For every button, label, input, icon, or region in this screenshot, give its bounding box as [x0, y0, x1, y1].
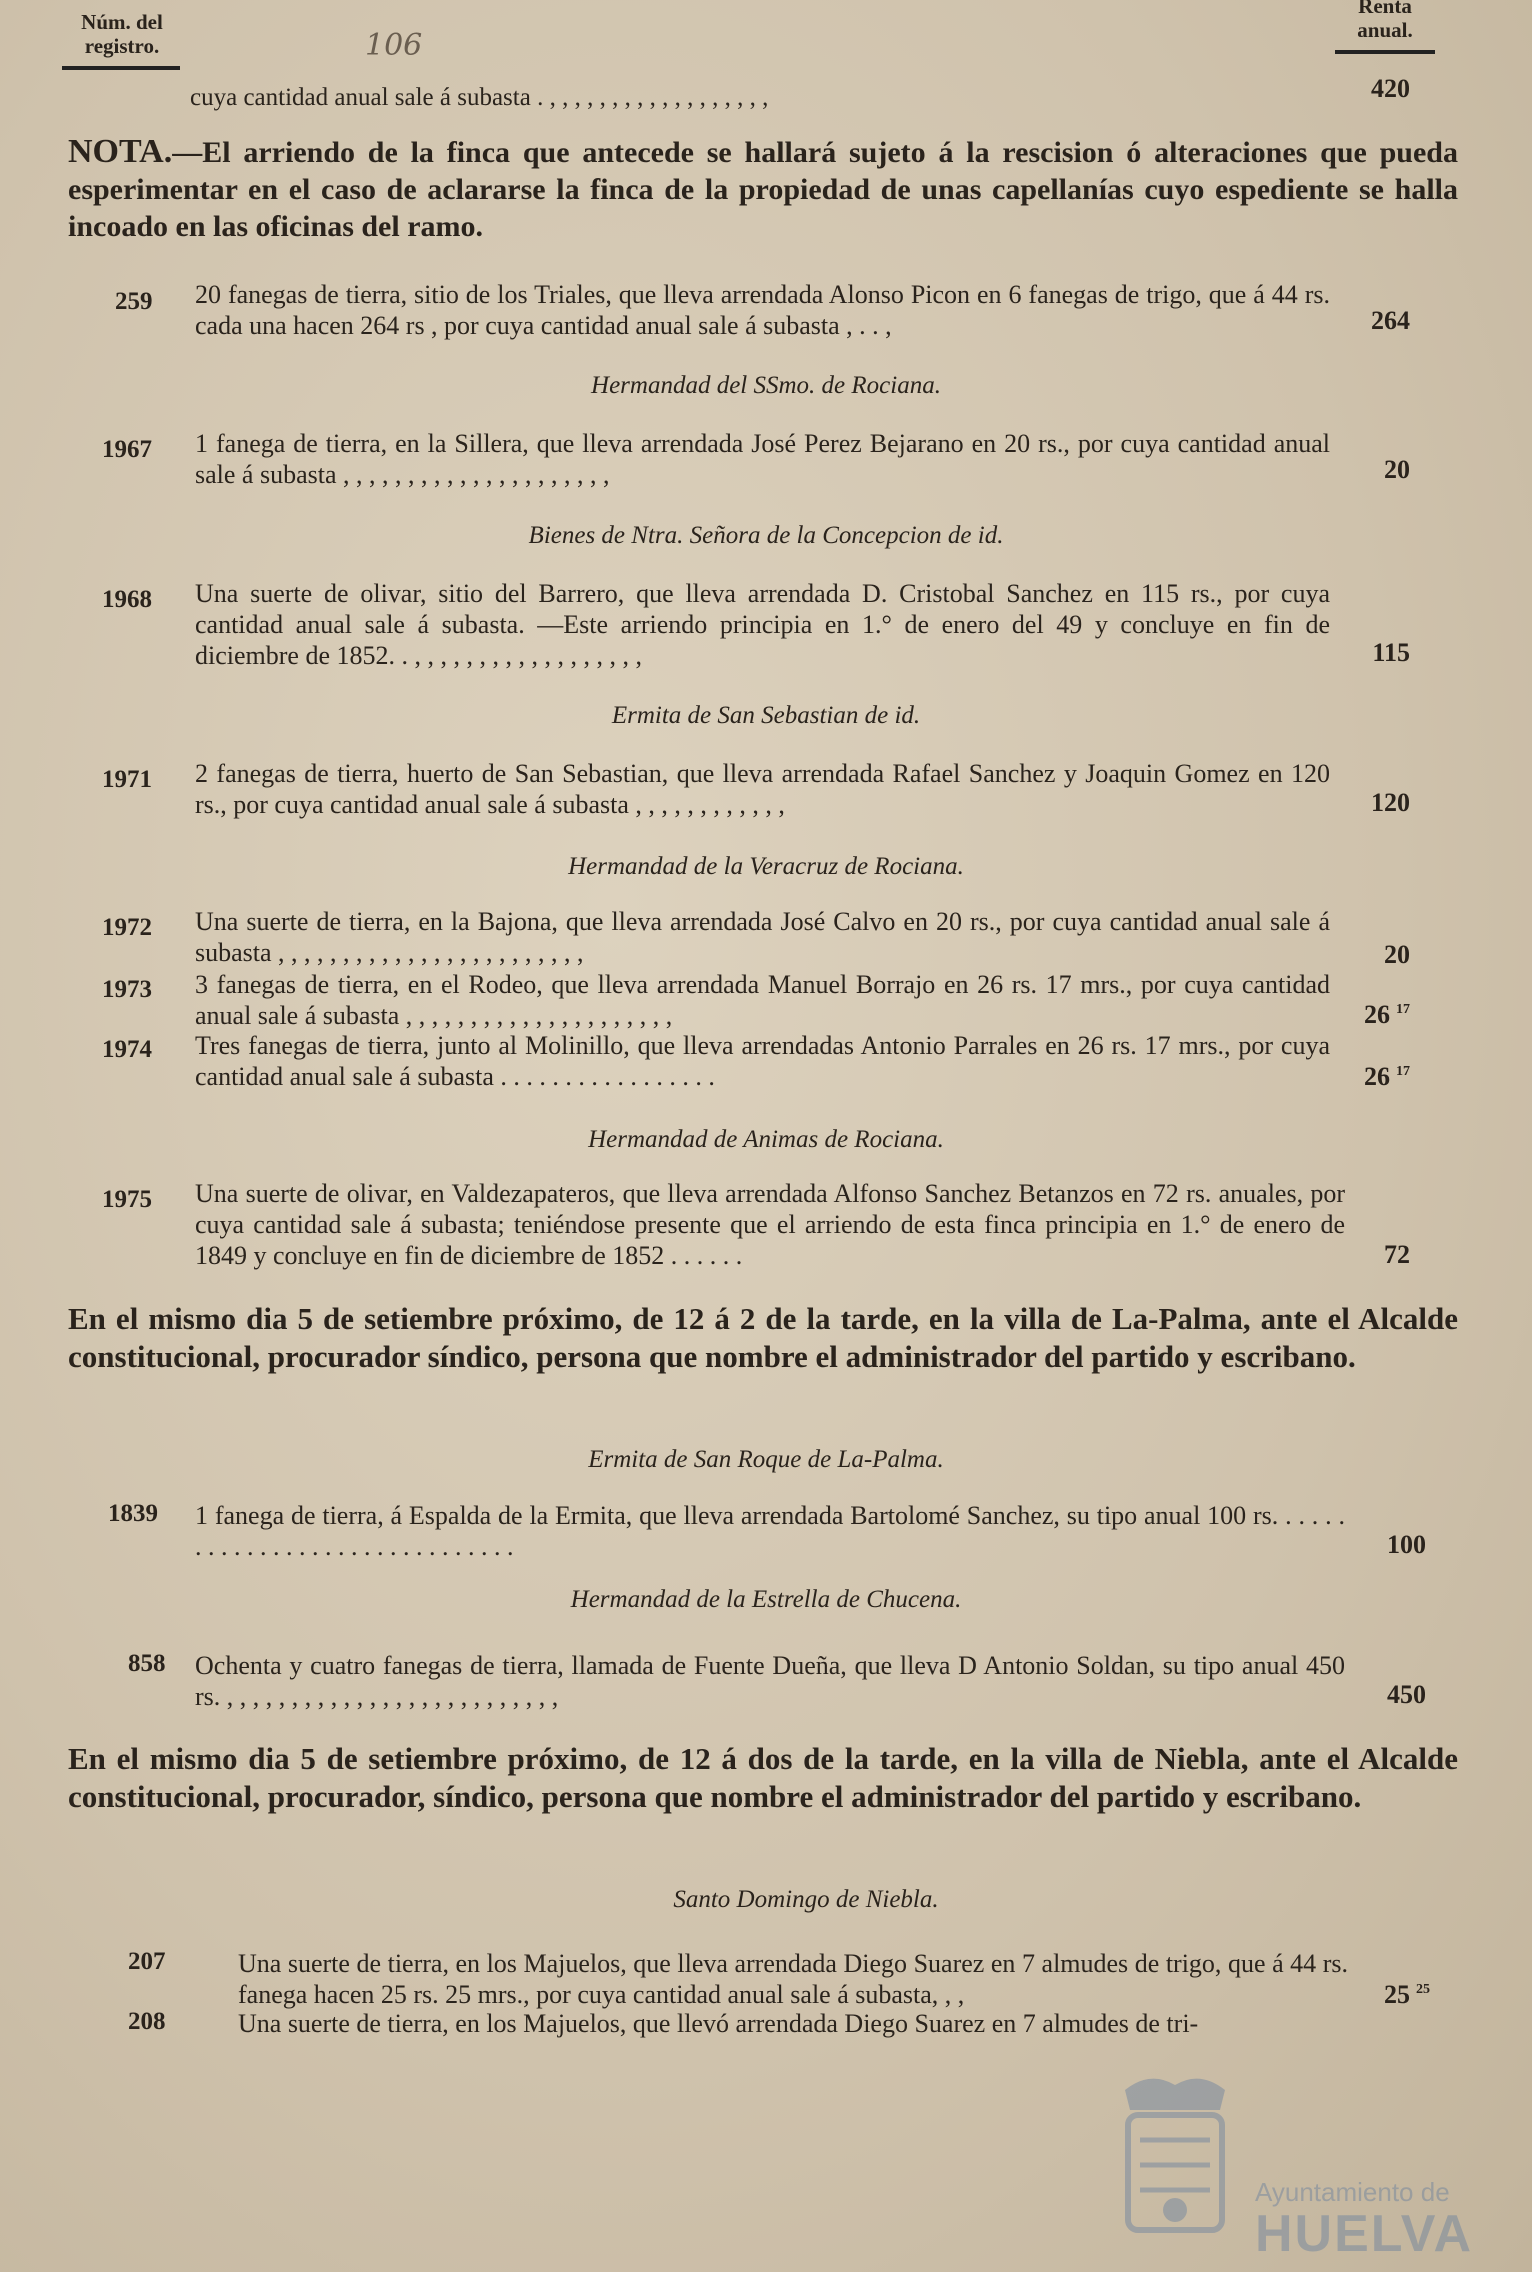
huelva-watermark: [1110, 2070, 1474, 2263]
entry-number: 1975: [102, 1186, 152, 1213]
nota-text: —El arriendo de la finca que antecede se hallará sujeto á la rescision ó alteraciones que pueda esperimentar en el caso de aclararse la finca de la propiedad de unas capellanías cuyo espediente se halla incoado en las oficinas del ramo.: [68, 136, 1458, 243]
entry-amount: 20: [1384, 940, 1410, 969]
continued-line: cuya cantidad anual sale á subasta . , , , , , , , , , , , , , , , , , ,: [190, 84, 769, 111]
header-renta-label: [1335, 0, 1435, 42]
entry-number: 1972: [102, 914, 152, 941]
entry-text: Tres fanegas de tierra, junto al Molinillo, que lleva arrendadas Antonio Parrales en 26 rs. 17 mrs., por cuya cantidad anual sale á subasta . . . . . . . . . . . . . . . . .: [195, 1031, 1330, 1091]
crest-icon: [1110, 2070, 1240, 2260]
entry-number: 858: [128, 1650, 166, 1677]
section-heading: Santo Domingo de Niebla.: [673, 1886, 939, 1913]
section-heading: Ermita de San Sebastian de id.: [611, 702, 921, 729]
section-heading: Hermandad del SSmo. de Rociana.: [591, 372, 941, 399]
section-heading: Hermandad de la Estrella de Chucena.: [570, 1586, 962, 1613]
section-heading: Ermita de San Roque de La-Palma.: [588, 1446, 944, 1473]
entry-amount: 450: [1387, 1680, 1426, 1709]
entry-amount-maravedis: 25: [1416, 1982, 1430, 1998]
entry-amount: 20: [1384, 455, 1410, 484]
entry-number: 1967: [102, 436, 152, 463]
section-heading: Hermandad de Animas de Rociana.: [588, 1126, 944, 1153]
nota-paragraph: [68, 133, 1458, 245]
entry-amount: [1320, 1980, 1430, 2010]
header-registro-line2: registro.: [84, 34, 160, 58]
entry-number: 1968: [102, 586, 152, 613]
entry-text: Una suerte de olivar, en Valdezapateros, que lleva arrendada Alfonso Sanchez Betanzos en 72 rs. anuales, por cuya cantidad sale á subasta; teniéndose presente que el arriendo de esta finca principia en 1.° de enero de 1849 y concluye en fin de diciembre de 1852 . . . . . .: [195, 1179, 1345, 1270]
entry-text: 2 fanegas de tierra, huerto de San Sebastian, que lleva arrendada Rafael Sanchez y Joaquin Gomez en 120 rs., por cuya cantidad anual sale á subasta , , , , , , , , , , , ,: [195, 759, 1330, 819]
header-registro-line1: Núm. del: [81, 10, 163, 34]
entry-number: 1974: [102, 1036, 152, 1063]
section-heading: Bienes de Ntra. Señora de la Concepcion de id.: [528, 522, 1004, 549]
entry-number: 207: [128, 1948, 166, 1975]
entry-text: Ochenta y cuatro fanegas de tierra, llamada de Fuente Dueña, que lleva D Antonio Soldan, su tipo anual 450 rs. , , , , , , , , , , , , , , , , , , , , , , , , , ,: [195, 1651, 1345, 1711]
header-renta-line1: Renta: [1358, 0, 1412, 18]
watermark-line1: Ayuntamiento de: [1255, 2177, 1450, 2207]
continued-line-amount: 420: [1371, 74, 1410, 103]
entry-text: 3 fanegas de tierra, en el Rodeo, que lleva arrendada Manuel Borrajo en 26 rs. 17 mrs., por cuya cantidad anual sale á subasta , , , , , , , , , , , , , , , , , , , , ,: [195, 970, 1330, 1030]
entry-amount-value: 26: [1364, 1062, 1390, 1091]
header-rule-right: [1335, 50, 1435, 54]
entry-text: Una suerte de olivar, sitio del Barrero, que lleva arrendada D. Cristobal Sanchez en 115 rs., por cuya cantidad anual sale á subasta. —Este arriendo principia en 1.° de enero del 49 y concluye en fin de diciembre de 1852. . , , , , , , , , , , , , , , , , , ,: [195, 579, 1330, 670]
entry-text: 1 fanega de tierra, á Espalda de la Ermita, que lleva arrendada Bartolomé Sanchez, su tipo anual 100 rs. . . . . . . . . . . . . . . . . . . . . . . . . . . . . . .: [195, 1501, 1345, 1561]
entry-number: 1973: [102, 976, 152, 1003]
entry-amount: [1300, 1000, 1410, 1030]
session-announcement-la-palma: En el mismo dia 5 de setiembre próximo, de 12 á 2 de la tarde, en la villa de La-Palma, ante el Alcalde constitucional, procurador síndico, persona que nombre el administrador del partido y escribano.: [68, 1301, 1458, 1374]
entry-number: 1839: [108, 1500, 158, 1527]
header-renta-line2: anual.: [1357, 18, 1413, 42]
entry-amount-value: 26: [1364, 1000, 1390, 1029]
entry-number: 208: [128, 2008, 166, 2035]
entry-amount: 100: [1387, 1530, 1426, 1559]
nota-label: NOTA.: [68, 133, 173, 170]
entry-text: Una suerte de tierra, en la Bajona, que lleva arrendada José Calvo en 20 rs., por cuya cantidad anual sale á subasta , , , , , , , , , , , , , , , , , , , , , , , ,: [195, 907, 1330, 967]
entry-amount: [1300, 1062, 1410, 1092]
entry-amount: 264: [1371, 306, 1410, 335]
header-registro-label: [62, 10, 182, 58]
entry-number: 259: [115, 288, 153, 315]
entry-amount: 72: [1384, 1240, 1410, 1269]
entry-amount-maravedis: 17: [1396, 1002, 1410, 1018]
entry-text: 20 fanegas de tierra, sitio de los Triales, que lleva arrendada Alonso Picon en 6 fanegas de trigo, que á 44 rs. cada una hacen 264 rs , por cuya cantidad anual sale á subasta , . . ,: [195, 280, 1330, 340]
session-announcement-niebla: En el mismo dia 5 de setiembre próximo, de 12 á dos de la tarde, en la villa de Niebla, ante el Alcalde constitucional, procurador, síndico, persona que nombre el administrador del partido y escribano.: [68, 1741, 1458, 1814]
entry-text: Una suerte de tierra, en los Majuelos, que lleva arrendada Diego Suarez en 7 almudes de trigo, que á 44 rs. fanega hacen 25 rs. 25 mrs., por cuya cantidad anual sale á subasta, , ,: [238, 1949, 1348, 2009]
entry-amount-maravedis: 17: [1396, 1064, 1410, 1080]
entry-number: 1971: [102, 766, 152, 793]
handwritten-page-number: 106: [365, 28, 423, 63]
entry-amount: 120: [1371, 788, 1410, 817]
header-rule-left: [62, 66, 180, 70]
entry-text: 1 fanega de tierra, en la Sillera, que lleva arrendada José Perez Bejarano en 20 rs., por cuya cantidad anual sale á subasta , , , , , , , , , , , , , , , , , , , , ,: [195, 429, 1330, 489]
entry-amount: 115: [1372, 638, 1410, 667]
entry-text: Una suerte de tierra, en los Majuelos, que llevó arrendada Diego Suarez en 7 almudes de tri-: [238, 2009, 1199, 2038]
watermark-line2: HUELVA: [1255, 2205, 1474, 2263]
entry-amount-value: 25: [1384, 1980, 1410, 2009]
section-heading: Hermandad de la Veracruz de Rociana.: [568, 853, 964, 880]
